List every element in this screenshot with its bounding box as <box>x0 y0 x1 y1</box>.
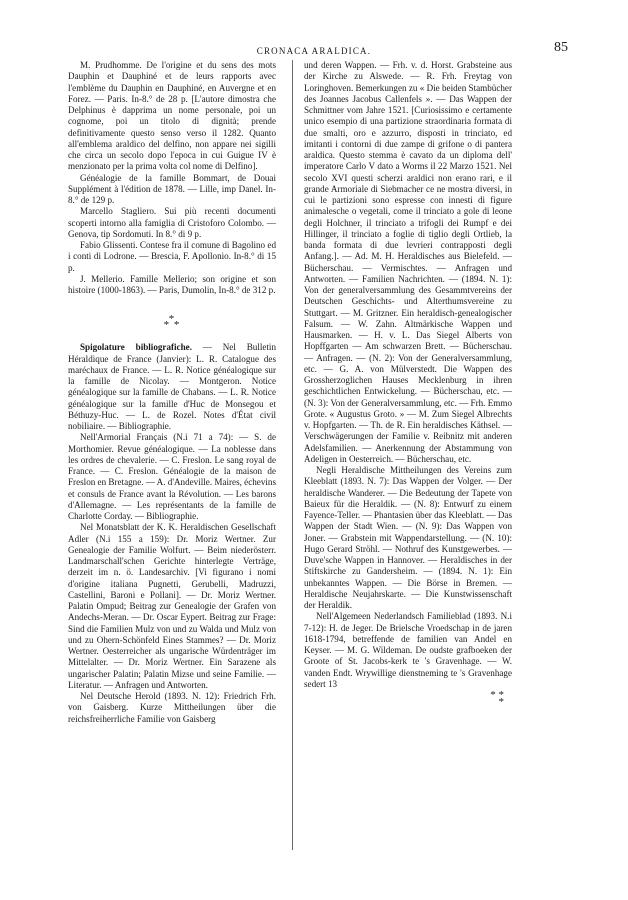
deutsche-herold-continuation: und deren Wappen. — Frh. v. d. Horst. Grabsteine aus der Kirche zu Alswede. — R. Frh. Freytag von Loringhoven. Bemerkungen zu « Die beiden Stambücher des Joannes Jacobus Callenfels ». — Das Wappen der Schmittner vom Jahre 1521. [Curiosissimo e certamente unico esempio di una partizione straordinaria formata di due smalti, oro e azzurro, disposti in trinciato, ed imitanti i contorni di due zampe di grifone o di pantera araldica. Questo stemma è cavato da un diploma dell' imperatore Carlo V dato a Worms il 22 Marzo 1521. Nel secolo XVI questi scherzi araldici non erano rari, e il grande Armoriale di Siebmacher ce ne mostra diversi, in cui le partizioni sono espresse con innesti di figure animalesche o vegetali, come il trinciato a gole di leone degli Holchner, il trinciato a trifogli dei Rumpf e dei Hillinger, il trinciato a foglie di tiglio degli Ortlieb, la banda formata di due levrieri contrapposti degli Anfang.]. — Ad. M. H. Heraldisches aus Bielefeld. — Bücherschau. — Vermischtes. — Anfragen und Antworten. — Familien Nachrichten. — (1894. N. 1): Von der generalversammlung des Gesammtvereins der Deutschen Geschichts- und Alterthumsvereine zu Stuttgart. — M. Gritzner. Ein heraldisch-genealogischer Falsum. — W. Zahn. Altmärkische Wappen und Hausmarken. — H. v. L. Das Siegel Alberts von Hopffgarten — Am schwarzen Brett. — Bücherschau. — Anfragen. — (N. 2): Von der Generalversammlung, etc. — G. A. von Mülverstedt. Die Wappen des Grossherzoglichen Hauses Mecklenburg in ihren geschichtlichen Entwickelung. — Bücherschau, etc. — (N. 3): Von der Generalversammlung, etc. — Frh. Emmo Grote. « Augustus Groto. » — M. Zum Siegel Albrechts v. Hopfgarten. — Th. de R. Ein heraldisches Käthsel. — Verschwägerungen der Familie v. Reibnitz mit anderen Adelsfamilien. — Anerkennung der Abstammung von Adeligen in Oesterreich. — Bücherschau, etc. <box>304 60 512 464</box>
section-heading: Spigolature bibliografiche. <box>80 342 192 353</box>
armorial-francais-paragraph: Nell'Armorial Français (N.i 71 a 74): — S. de Morthomier. Revue généalogique. — La noblesse dans les ordres de chevalerie. — C. Freslon. Le sang royal de France. — C. Freslon. Généalogie de la maison de Freslon en Bretagne. — A. d'Andeville. Maires, échevins et consuls de France avant la Révolution. — Les barons d'Allemagne. — Les représentants de la famille de Charlotte Corday. — Bibliographie. <box>68 432 276 521</box>
bibliography-entry-mellerio: J. Mellerio. Famille Mellerio; son origine et son histoire (1000-1863). — Paris, Dumolin, In-8.° de 312 p. <box>68 273 276 295</box>
bibliography-entry-prudhomme: M. Prudhomme. De l'origine et du sens des mots Dauphin et Dauphiné et de leurs rapports avec l'emblème du Dauphin en Dauphiné, en Auvergne et en Forez. — Paris. In-8.° de 28 p. [L'autore dimostra che Delphinus è dapprima un nome personale, poi un cognome, poi un titolo di dignità; prende definitivamente questo senso verso il 1282. Quanto all'emblema araldico del delfino, non appare nei sigilli che circa un secolo dopo l'epoca in cui Guigue IV è menzionato per la prima volta col nome di Delfino]. <box>68 60 276 172</box>
bibliography-entry-bommart: Généalogie de la famille Bommart, de Douai Supplément à l'édition de 1878. — Lille, imp Danel. In-8.° de 129 p. <box>68 172 276 205</box>
kleeblatt-paragraph: Negli Heraldische Mittheilungen des Vereins zum Kleeblatt (1893. N. 7): Das Wappen der Volger. — Der heraldische Wanderer. — Die Bedeutung der Tapete von Baieux für die Heraldik. — (N. 8): Entwurf zu einem Fayence-Teller. — Phantasien über das Kleeblatt. — Das Wappen der Stadt Wien. — (N. 9): Das Wappen von Joner. — Grabstein mit Wappendarstellung. — (N. 10): Hugo Gerard Ströhl. — Nothruf des Kunstgewerbes. — Duve'sche Wappen in Hannover. — Heraldisches in der Stiftskirche zu Gandersheim. — (1894. N. 1): Ein unbekanntes Wappen. — Die Börse in Bremen. — Heraldische Neujahrskarte. — Die Kunstwissenschaft der Heraldik. <box>304 465 512 610</box>
running-title: CRONACA ARALDICA. <box>256 46 372 56</box>
spigolature-paragraph <box>68 342 276 432</box>
spigolature-text: — Nel Bulletin Héraldique de France (Janvier): L. R. Catalogue des maréchaux de France. — L. R. Notice généalogique sur la famille de Nicolay. — Montgeron. Notice généalogique sur la famille de Chabans. — L. R. Notice généalogique sur la famille d'Huc de Monsegou et Béthuzy-Huc. — L. de Rozel. Notes d'État civil nobiliaire. — Bibliographie. <box>68 342 276 431</box>
familieblad-paragraph: Nell'Algemeen Nederlandsch Familieblad (1893. N.i 7-12): H. de Jeger. De Brielsche Vroedschap in de jaren 1618-1794, betreffende de familien van Andel en Keyser. — M. G. Wildeman. De oudste grafboeken der Groote of St. Jacobs-kerk te 's Gravenhage. — W. vanden Endt. Wrywillige dienstneming te 's Gravenhage sedert 13 <box>304 611 512 689</box>
bibliography-entry-glissenti: Fabio Glissenti. Contese fra il comune di Bagolino ed i conti di Lodrone. — Brescia, F. Apollonio. In-8.° di 15 p. <box>68 240 276 273</box>
page-number: 85 <box>554 40 568 55</box>
section-separator: * * * <box>163 313 181 332</box>
monatsblatt-paragraph: Nel Monatsblatt der K. K. Heraldischen Gesellschaft Adler (N.i 155 a 159): Dr. Moriz Wertner. Zur Genealogie der Familie Wolfurt. — Beim niederösterr. Landmarschall'schen Gerichte hinterlegte Verträge, derzeit im n. ö. Landesarchiv. [Vi figurano i nomi d'origine italiana Pugnetti, Gerubelli, Madruzzi, Castellini, Baroni e Pollani]. — Dr. Moriz Wertner. Palatin Ompud; Beitrag zur Genealogie der Grafen von Andechs-Meran. — Dr. Oscar Eypert. Beitrag zur Frage: Sind die Familien Mulz von und zu Walda und Mulz von und zu Ohern-Schönfeld Eines Stammes? — Dr. Moriz Wertner. Oesterreicher als ungarische Würdenträger im Mittelalter. — Dr. Moriz Wertner. Ein Sarazene als ungarischer Palatin; Palatin Mizse und seine Familie. — Literatur. — Anfragen und Antworten. <box>68 522 276 690</box>
right-column <box>304 60 512 706</box>
column-divider <box>292 60 293 850</box>
deutsche-herold-paragraph: Nel Deutsche Herold (1893. N. 12): Friedrich Frh. von Gaisberg. Kurze Mittheilungen über die reichsfreiherrliche Familie von Gaisberg <box>68 691 276 724</box>
end-mark: * * * <box>490 689 504 708</box>
bibliography-entry-stagliero: Marcello Stagliero. Sui più recenti documenti scoperti intorno alla famiglia di Cristoforo Colombo. — Genova, tip Sordomuti. In 8.° di 9 p. <box>68 206 276 239</box>
left-column <box>68 60 276 725</box>
